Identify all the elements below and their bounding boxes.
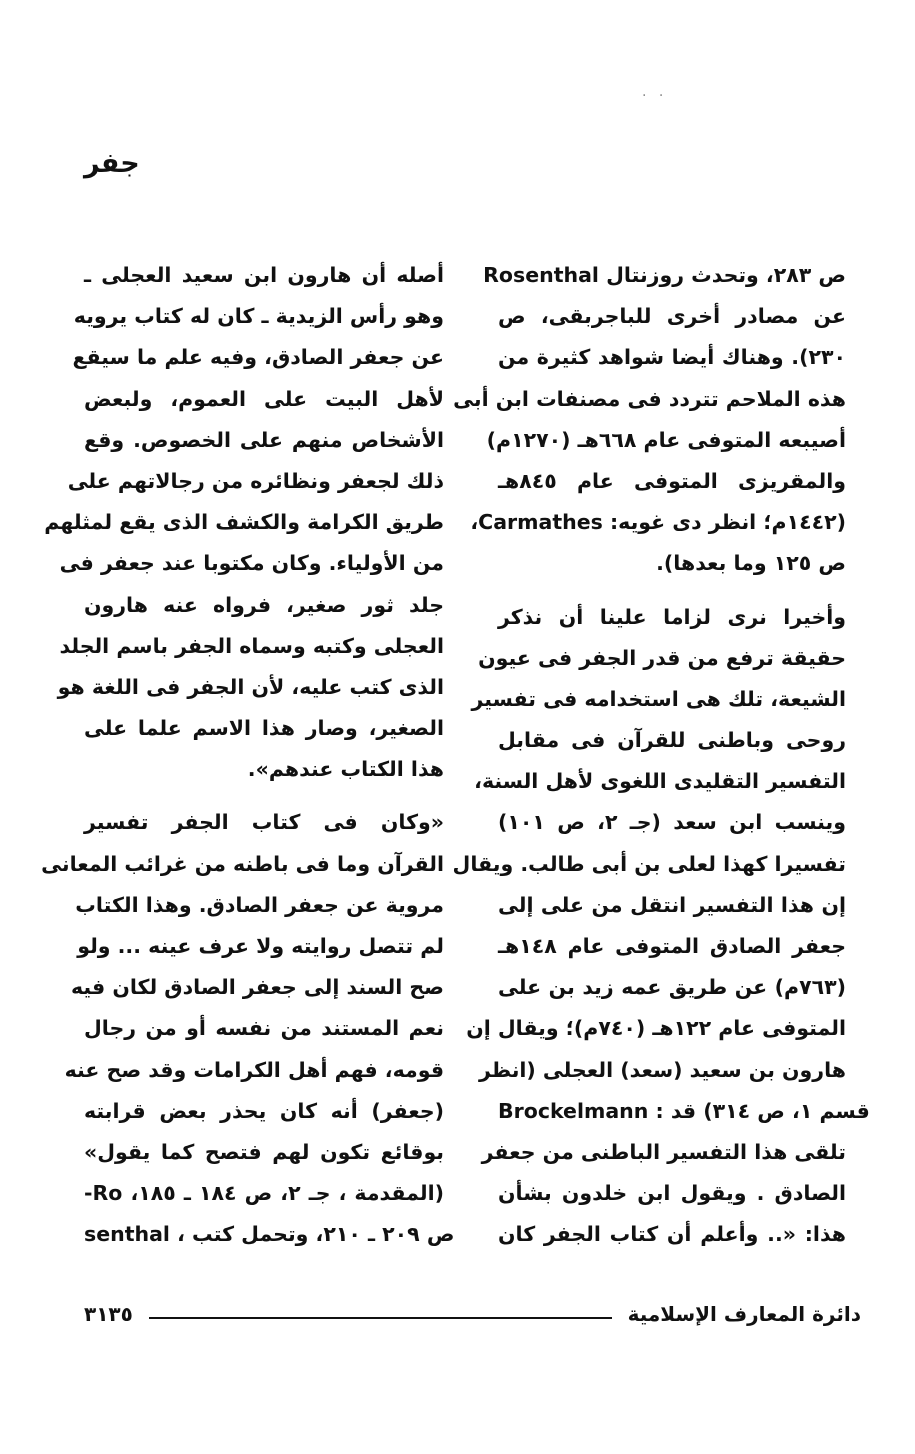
encyclopedia-title: دائرة المعارف الإسلامية — [627, 1302, 861, 1326]
text-line: هذه الملاحم تتردد فى مصنفات ابن أبى — [453, 386, 846, 411]
text-line: الصادق . ويقول ابن خلدون بشأن — [498, 1181, 846, 1206]
text-line: الذى كتب عليه، لأن الجفر فى اللغة هو — [57, 674, 444, 699]
text-line: تلقى هذا التفسير الباطنى من جعفر — [481, 1139, 846, 1164]
text-line: وهو رأس الزيدية ـ كان له كتاب يرويه — [73, 304, 444, 329]
text-line: التفسير التقليدى اللغوى لأهل السنة، — [474, 769, 846, 794]
text-line: الشيعة، تلك هى استخدامه فى تفسير — [471, 686, 846, 711]
running-head: جفر — [84, 148, 140, 179]
text-line: لم تتصل روايته ولا عرف عينه ... ولو — [77, 934, 444, 958]
scan-artifact: · · — [642, 88, 668, 104]
text-line: إن هذا التفسير انتقل من على إلى — [498, 892, 846, 917]
text-line: هارون بن سعيد (سعد) العجلى (انظر — [478, 1057, 846, 1082]
text-line: طريق الكرامة والكشف الذى يقع لمثلهم — [44, 510, 444, 535]
text-line: (١٤٤٢م؛ انظر دى غويه: Carmathes، — [470, 510, 846, 535]
text-line: من الأولياء. وكان مكتوبا عند جعفر فى — [59, 551, 444, 576]
text-line: عن جعفر الصادق، وفيه علم ما سيقع — [72, 345, 444, 370]
text-line: صح السند إلى جعفر الصادق لكان فيه — [70, 975, 444, 1000]
text-line: أصله أن هارون ابن سعيد العجلى ـ — [84, 263, 444, 287]
text-line: (جعفر) أنه كان يحذر بعض قرابته — [84, 1098, 444, 1123]
footer-rule — [149, 1317, 612, 1319]
text-line: تفسيرا كهذا لعلى بن أبى طالب. ويقال — [452, 851, 846, 876]
text-line: (٧٦٣م) عن طريق عمه زيد بن على — [498, 975, 846, 1000]
text-line: والمقريزى المتوفى عام ٨٤٥هـ — [498, 468, 846, 493]
text-line: حقيقة ترفع من قدر الجفر فى عيون — [478, 645, 846, 670]
text-line: القرآن وما فى باطنه من غرائب المعانى — [41, 851, 444, 876]
text-line: ذلك لجعفر ونظائره من رجالاتهم على — [67, 468, 444, 493]
text-line: العجلى وكتبه وسماه الجفر باسم الجلد — [59, 633, 444, 658]
text-line: Brockelmann : قسم ١، ص ٣١٤) قد — [498, 1098, 870, 1123]
text-line: هذا الكتاب عندهم». — [247, 757, 444, 782]
text-line: هذا: «.. وأعلم أن كتاب الجفر كان — [498, 1222, 846, 1247]
text-line: مروية عن جعفر الصادق. وهذا الكتاب — [75, 892, 444, 917]
text-line: senthal ، ص ٢٠٩ ـ ٢١٠، وتحمل كتب — [84, 1222, 455, 1247]
page-number: ٣١٣٥ — [84, 1302, 133, 1326]
text-line: وأخيرا نرى لزاما علينا أن نذكر — [498, 604, 846, 629]
text-line: الصغير، وصار هذا الاسم علما على — [84, 716, 444, 741]
left-column — [41, 255, 455, 1256]
text-line: «وكان فى كتاب الجفر تفسير — [84, 810, 444, 835]
text-line: أصيبعه المتوفى عام ٦٦٨هـ (١٢٧٠م) — [486, 427, 846, 452]
text-line: لأهل البيت على العموم، ولبعض — [84, 386, 444, 411]
text-line: نعم المستند من نفسه أو من رجال — [84, 1016, 444, 1041]
text-line: بوقائع تكون لهم فتصح كما يقول» — [84, 1139, 444, 1164]
text-line: جعفر الصادق المتوفى عام ١٤٨هـ — [498, 934, 846, 958]
text-line: ٢٣٠). وهناك أيضا شواهد كثيرة من — [498, 345, 846, 370]
text-line: قومه، فهم أهل الكرامات وقد صح عنه — [64, 1057, 444, 1082]
text-line: (المقدمة ، جـ ٢، ص ١٨٤ ـ ١٨٥، Ro- — [84, 1181, 444, 1206]
text-line: وينسب ابن سعد (جـ ٢، ص ١٠١) — [498, 810, 846, 835]
right-column — [452, 255, 870, 1256]
text-line: روحى وباطنى للقرآن فى مقابل — [498, 728, 846, 753]
text-line: المتوفى عام ١٢٢هـ (٧٤٠م)؛ ويقال إن — [466, 1016, 846, 1041]
text-line: ص ١٢٥ وما بعدها). — [656, 551, 846, 576]
page-footer — [84, 1298, 861, 1330]
text-line: عن مصادر أخرى للباجربقى، ص — [498, 304, 846, 329]
text-line: ص ٢٨٣، وتحدث روزنتال Rosenthal — [483, 263, 846, 287]
text-line: جلد ثور صغير، فرواه عنه هارون — [84, 592, 444, 617]
text-line: الأشخاص منهم على الخصوص. وقع — [84, 427, 444, 452]
